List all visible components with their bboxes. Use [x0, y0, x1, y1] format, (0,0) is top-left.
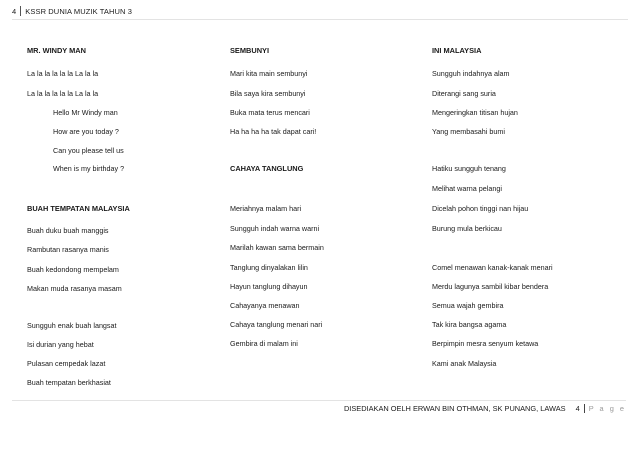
lyric-line: Makan muda rasanya masam [27, 284, 122, 293]
song-title-cahaya-tanglung: CAHAYA TANGLUNG [230, 164, 304, 173]
lyric-line: Diterangi sang suria [432, 89, 496, 98]
lyric-line: Sungguh enak buah langsat [27, 321, 117, 330]
lyric-line: Marilah kawan sama bermain [230, 243, 324, 252]
header-page-number: 4 [12, 6, 17, 16]
lyric-line: Hayun tanglung dihayun [230, 282, 308, 291]
lyric-line: Kami anak Malaysia [432, 359, 497, 368]
footer-divider [584, 404, 585, 413]
lyric-line: Cahayanya menawan [230, 301, 300, 310]
song-title-mr-windy-man: MR. WINDY MAN [27, 46, 86, 55]
lyric-line: When is my birthday ? [53, 164, 125, 173]
footer-credit: DISEDIAKAN OELH ERWAN BIN OTHMAN, SK PUNANG, LAWAS [343, 404, 566, 413]
running-header [12, 6, 132, 16]
lyric-line: Pulasan cempedak lazat [27, 359, 106, 368]
lyric-line: Merdu lagunya sambil kibar bendera [432, 282, 549, 291]
header-divider [20, 6, 21, 16]
lyric-line: Semua wajah gembira [432, 301, 504, 310]
lyric-line: Berpimpin mesra senyum ketawa [432, 339, 539, 348]
lyric-line: Sungguh indahnya alam [432, 69, 510, 78]
song-title-ini-malaysia: INI MALAYSIA [432, 46, 482, 55]
lyric-line: Rambutan rasanya manis [27, 245, 109, 254]
lyric-line: Burung mula berkicau [432, 224, 502, 233]
lyric-line: Ha ha ha ha tak dapat cari! [230, 127, 317, 136]
lyric-line: Hello Mr Windy man [53, 108, 118, 117]
lyric-line: Buka mata terus mencari [230, 108, 310, 117]
header-title: KSSR DUNIA MUZIK TAHUN 3 [25, 6, 133, 16]
running-footer [344, 404, 626, 413]
lyric-line: La la la la la la La la la [27, 89, 99, 98]
lyric-line: Buah tempatan berkhasiat [27, 378, 111, 387]
lyric-line: Gembira di malam ini [230, 339, 298, 348]
lyric-line: Can you please tell us [53, 146, 124, 155]
lyric-line: Mari kita main sembunyi [230, 69, 308, 78]
lyric-line: Tanglung dinyalakan lilin [230, 263, 308, 272]
lyric-line: Meriahnya malam hari [230, 204, 302, 213]
lyric-line: Buah duku buah manggis [27, 226, 109, 235]
song-title-buah-tempatan: BUAH TEMPATAN MALAYSIA [27, 204, 130, 213]
footer-rule [12, 400, 626, 401]
header-rule [12, 19, 628, 20]
lyric-line: Hatiku sungguh tenang [432, 164, 506, 173]
lyric-line: Bila saya kira sembunyi [230, 89, 306, 98]
lyric-line: Mengeringkan titisan hujan [432, 108, 518, 117]
lyric-line: Melihat warna pelangi [432, 184, 502, 193]
lyric-line: Buah kedondong mempelam [27, 265, 119, 274]
lyric-line: La la la la la la La la la [27, 69, 99, 78]
footer-page-word: P a g e [588, 404, 626, 413]
lyric-line: Cahaya tanglung menari nari [230, 320, 323, 329]
lyric-line: Yang membasahi bumi [432, 127, 505, 136]
song-title-sembunyi: SEMBUNYI [230, 46, 270, 55]
footer-page-number: 4 [575, 404, 580, 413]
lyric-line: Dicelah pohon tinggi nan hijau [432, 204, 529, 213]
lyric-line: Tak kira bangsa agama [432, 320, 507, 329]
lyric-line: Comel menawan kanak-kanak menari [432, 263, 553, 272]
lyric-line: Sungguh indah warna warni [230, 224, 320, 233]
lyric-line: Isi durian yang hebat [27, 340, 94, 349]
lyric-line: How are you today ? [53, 127, 119, 136]
